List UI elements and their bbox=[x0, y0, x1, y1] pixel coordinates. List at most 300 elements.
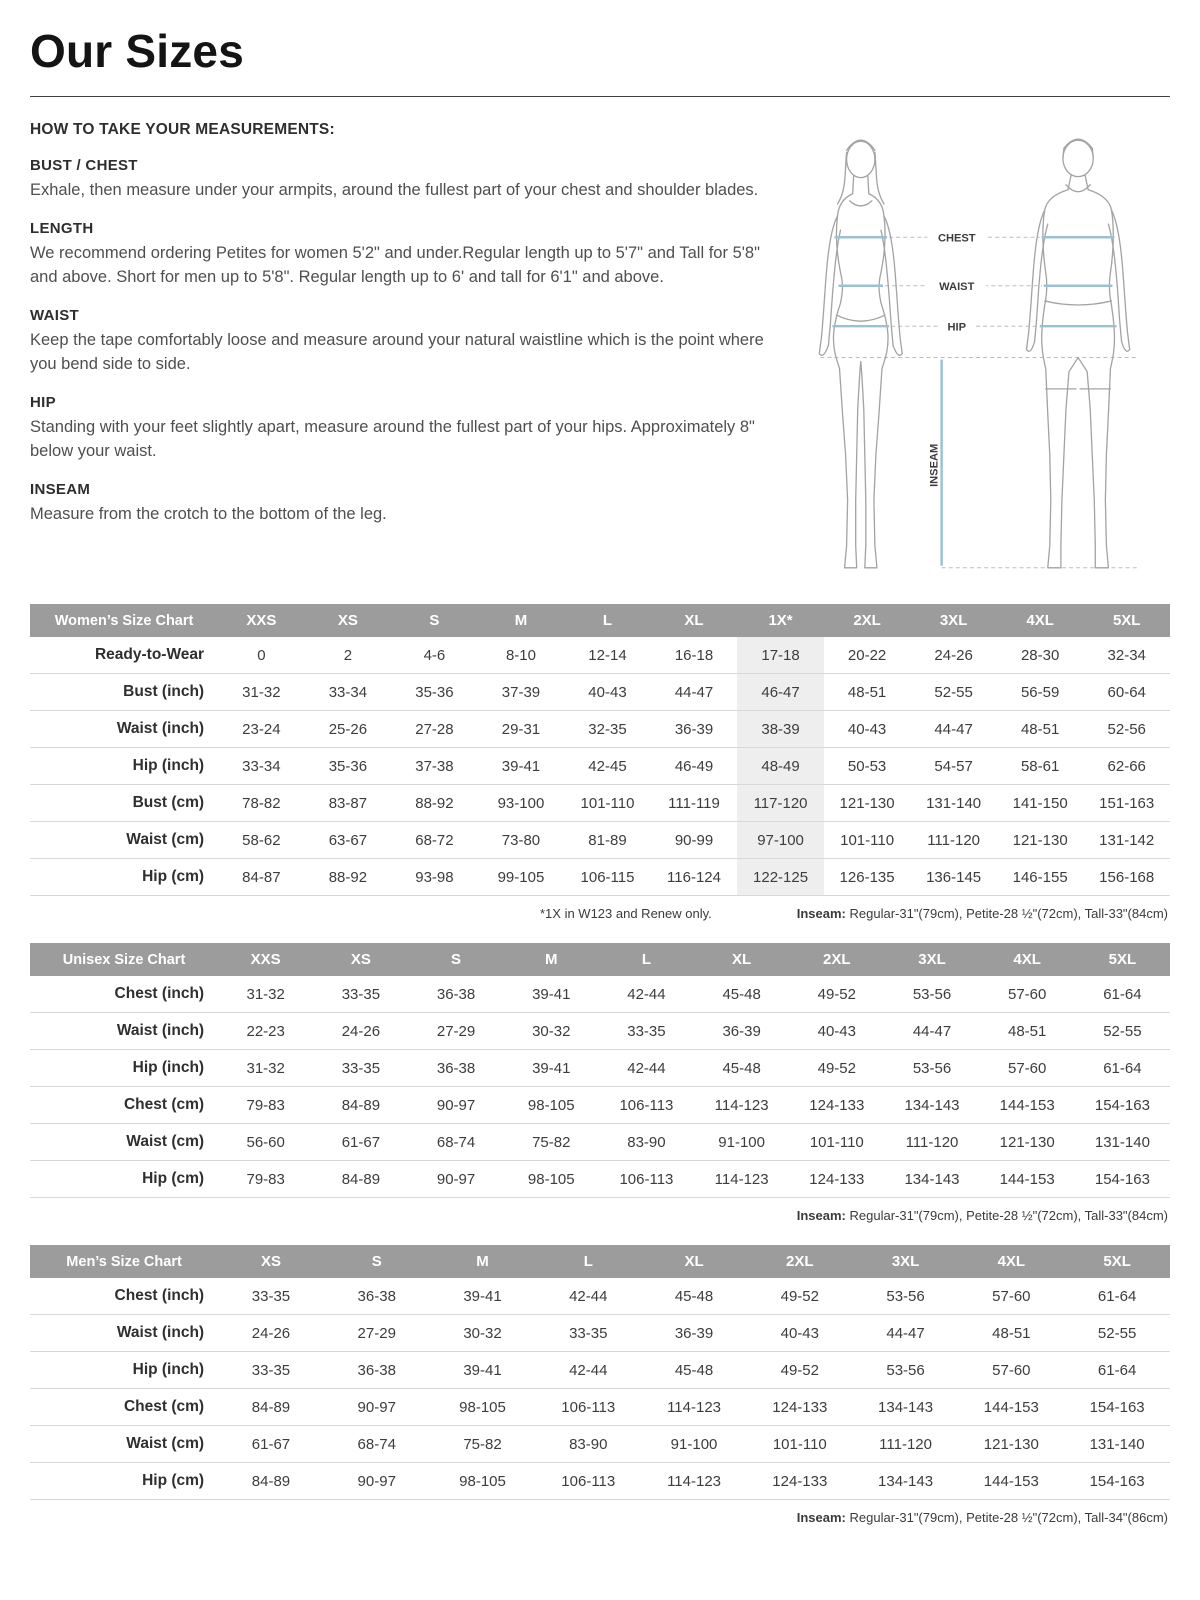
size-cell: 40-43 bbox=[780, 1324, 819, 1342]
size-cell: 27-29 bbox=[357, 1324, 396, 1342]
column-header: 5XL bbox=[1075, 943, 1170, 976]
table-row bbox=[30, 637, 1170, 674]
size-cell: 42-45 bbox=[588, 757, 627, 775]
size-cell: 84-89 bbox=[251, 1472, 291, 1490]
size-cell: 37-38 bbox=[415, 757, 454, 775]
instruction-sections bbox=[30, 157, 770, 526]
table-row bbox=[30, 1161, 1170, 1198]
size-cell: 39-41 bbox=[463, 1361, 502, 1379]
size-cell: 23-24 bbox=[242, 720, 281, 738]
size-cell: 121-130 bbox=[839, 794, 895, 812]
row-label: Waist (cm) bbox=[126, 1133, 205, 1150]
measurement-instructions bbox=[30, 121, 770, 586]
size-cell: 121-130 bbox=[1012, 831, 1068, 849]
size-cell: 90-99 bbox=[674, 831, 714, 849]
column-header: M bbox=[430, 1245, 536, 1278]
table-row bbox=[30, 1124, 1170, 1161]
section-body: Keep the tape comfortably loose and measure around your natural waistline which is the point where you bend side to side. bbox=[30, 331, 764, 373]
size-cell: 24-26 bbox=[934, 646, 973, 664]
size-cell: 57-60 bbox=[992, 1361, 1031, 1379]
size-cell: 22-23 bbox=[246, 1022, 285, 1040]
instruction-section bbox=[30, 307, 770, 376]
size-cell: 33-35 bbox=[627, 1022, 666, 1040]
instructions-heading: HOW TO TAKE YOUR MEASUREMENTS: bbox=[30, 121, 335, 138]
size-cell: 33-35 bbox=[251, 1361, 291, 1379]
size-cell: 114-123 bbox=[667, 1398, 721, 1416]
row-label: Chest (inch) bbox=[114, 1287, 205, 1304]
measurement-figures-illustration bbox=[787, 121, 1167, 586]
size-cell: 136-145 bbox=[926, 868, 982, 886]
column-header: 2XL bbox=[789, 943, 884, 976]
size-cell: 83-90 bbox=[627, 1133, 666, 1151]
column-header: 4XL bbox=[958, 1245, 1064, 1278]
size-cell: 52-56 bbox=[1107, 720, 1146, 738]
size-cell: 36-39 bbox=[674, 720, 714, 738]
column-header: XS bbox=[305, 604, 392, 637]
size-cell: 106-113 bbox=[561, 1472, 616, 1490]
footnote-inseam bbox=[797, 1208, 1168, 1223]
table-row bbox=[30, 1389, 1170, 1426]
size-cell: 48-51 bbox=[992, 1324, 1031, 1342]
woman-figure bbox=[819, 140, 902, 568]
size-cell: 154-163 bbox=[1089, 1398, 1145, 1416]
header-row bbox=[30, 943, 1170, 976]
size-cell: 101-110 bbox=[772, 1435, 827, 1453]
size-cell: 79-83 bbox=[246, 1170, 285, 1188]
footnote-inseam-label: Inseam: bbox=[796, 906, 846, 921]
size-cell: 151-163 bbox=[1099, 794, 1155, 812]
table-row bbox=[30, 1278, 1170, 1315]
table-row bbox=[30, 859, 1170, 896]
size-cell: 39-41 bbox=[463, 1287, 502, 1305]
size-cell: 54-57 bbox=[934, 757, 973, 775]
table-row bbox=[30, 785, 1170, 822]
size-cell: 33-35 bbox=[341, 1059, 381, 1077]
size-cell: 25-26 bbox=[328, 720, 368, 738]
size-cell: 29-31 bbox=[501, 720, 541, 738]
size-cell: 56-60 bbox=[246, 1133, 285, 1151]
size-cell: 28-30 bbox=[1020, 646, 1060, 664]
size-cell: 56-59 bbox=[1020, 683, 1060, 701]
size-cell: 122-125 bbox=[737, 859, 824, 896]
table-footnotes bbox=[30, 1510, 1168, 1525]
column-header: 3XL bbox=[853, 1245, 959, 1278]
size-cell: 98-105 bbox=[459, 1398, 506, 1416]
row-label: Hip (cm) bbox=[142, 868, 205, 885]
size-cell: 44-47 bbox=[886, 1324, 925, 1342]
size-chart-block-men bbox=[30, 1245, 1170, 1525]
size-cell: 61-67 bbox=[341, 1133, 381, 1151]
size-cell: 12-14 bbox=[588, 646, 627, 664]
size-cell: 53-56 bbox=[886, 1287, 925, 1305]
size-cell: 131-140 bbox=[1094, 1133, 1150, 1151]
size-cell: 63-67 bbox=[328, 831, 368, 849]
section-title: BUST / CHEST bbox=[30, 157, 138, 174]
row-label: Waist (cm) bbox=[126, 1435, 205, 1452]
size-cell: 35-36 bbox=[415, 683, 454, 701]
size-cell: 36-38 bbox=[436, 1059, 476, 1077]
size-chart-block-women bbox=[30, 604, 1170, 921]
size-cell: 45-48 bbox=[674, 1361, 714, 1379]
size-cell: 131-140 bbox=[926, 794, 982, 812]
size-cell: 99-105 bbox=[497, 868, 545, 886]
size-cell: 44-47 bbox=[674, 683, 714, 701]
size-cell: 30-32 bbox=[463, 1324, 502, 1342]
size-cell: 144-153 bbox=[983, 1398, 1039, 1416]
size-cell: 154-163 bbox=[1089, 1472, 1145, 1490]
size-table-men bbox=[30, 1245, 1170, 1500]
size-cell: 61-64 bbox=[1097, 1287, 1137, 1305]
instruction-section bbox=[30, 481, 770, 526]
column-header: 3XL bbox=[884, 943, 979, 976]
size-cell: 61-64 bbox=[1103, 985, 1142, 1003]
size-cell: 36-39 bbox=[674, 1324, 714, 1342]
size-cell: 53-56 bbox=[886, 1361, 925, 1379]
column-header: 4XL bbox=[997, 604, 1084, 637]
size-cell: 83-87 bbox=[328, 794, 368, 812]
size-cell: 134-143 bbox=[904, 1170, 960, 1188]
size-table-unisex bbox=[30, 943, 1170, 1198]
size-chart-block-unisex bbox=[30, 943, 1170, 1223]
column-header: 5XL bbox=[1083, 604, 1170, 637]
size-cell: 45-48 bbox=[674, 1287, 714, 1305]
size-cell: 42-44 bbox=[569, 1287, 608, 1305]
size-cell: 156-168 bbox=[1099, 868, 1155, 886]
size-cell: 61-67 bbox=[251, 1435, 291, 1453]
column-header: 2XL bbox=[747, 1245, 853, 1278]
size-cell: 124-133 bbox=[809, 1170, 865, 1188]
size-cell: 16-18 bbox=[674, 646, 714, 664]
footnote-asterisk: *1X in W123 and Renew only. bbox=[540, 906, 712, 921]
table-row bbox=[30, 711, 1170, 748]
size-cell: 68-72 bbox=[415, 831, 454, 849]
size-cell: 24-26 bbox=[341, 1022, 381, 1040]
table-title: Unisex Size Chart bbox=[30, 943, 218, 976]
row-label: Hip (inch) bbox=[132, 1059, 205, 1076]
row-label: Bust (inch) bbox=[123, 683, 205, 700]
row-label: Hip (inch) bbox=[132, 1361, 205, 1378]
size-cell: 60-64 bbox=[1107, 683, 1146, 701]
size-cell: 88-92 bbox=[328, 868, 368, 886]
size-cell: 93-100 bbox=[497, 794, 545, 812]
size-cell: 40-43 bbox=[817, 1022, 856, 1040]
size-cell: 111-119 bbox=[668, 794, 720, 812]
table-row bbox=[30, 1050, 1170, 1087]
row-label: Chest (cm) bbox=[123, 1096, 205, 1113]
size-cell: 68-74 bbox=[357, 1435, 396, 1453]
table-title: Men’s Size Chart bbox=[30, 1245, 218, 1278]
size-cell: 93-98 bbox=[415, 868, 454, 886]
size-cell: 57-60 bbox=[1008, 1059, 1047, 1077]
size-cell: 38-39 bbox=[737, 711, 824, 748]
size-cell: 98-105 bbox=[527, 1096, 575, 1114]
size-cell: 40-43 bbox=[847, 720, 887, 738]
column-header: XXS bbox=[218, 604, 305, 637]
size-cell: 84-89 bbox=[341, 1096, 381, 1114]
row-label: Bust (cm) bbox=[132, 794, 205, 811]
section-title: LENGTH bbox=[30, 220, 94, 238]
waist-label: WAIST bbox=[939, 280, 975, 293]
column-header: S bbox=[391, 604, 478, 637]
size-cell: 73-80 bbox=[501, 831, 541, 849]
size-cell: 111-120 bbox=[927, 831, 981, 849]
size-cell: 144-153 bbox=[999, 1096, 1055, 1114]
size-cell: 97-100 bbox=[737, 822, 824, 859]
size-cell: 57-60 bbox=[992, 1287, 1031, 1305]
table-row bbox=[30, 976, 1170, 1013]
header-row bbox=[30, 1245, 1170, 1278]
column-header: 5XL bbox=[1064, 1245, 1170, 1278]
size-cell: 39-41 bbox=[532, 985, 571, 1003]
size-cell: 58-62 bbox=[242, 831, 281, 849]
row-label: Chest (cm) bbox=[123, 1398, 205, 1415]
size-cell: 101-110 bbox=[809, 1133, 864, 1151]
size-cell: 88-92 bbox=[415, 794, 454, 812]
column-header: L bbox=[599, 943, 694, 976]
row-label: Hip (cm) bbox=[142, 1472, 205, 1489]
section-body: We recommend ordering Petites for women 5'2" and under.Regular length up to 5'7" and Tall for 5'8" and above. Short for men up to 5'8". Regular length up to 6' and tall for 6'1" and above. bbox=[30, 244, 760, 286]
size-cell: 33-35 bbox=[251, 1287, 291, 1305]
size-cell: 126-135 bbox=[839, 868, 895, 886]
size-cell: 36-39 bbox=[722, 1022, 761, 1040]
size-cell: 42-44 bbox=[569, 1361, 608, 1379]
size-cell: 24-26 bbox=[251, 1324, 291, 1342]
footnote-inseam-label: Inseam: bbox=[796, 1208, 846, 1223]
footnote-inseam bbox=[797, 906, 1168, 921]
row-label: Chest (inch) bbox=[114, 985, 205, 1002]
size-cell: 117-120 bbox=[737, 785, 824, 822]
column-header: M bbox=[504, 943, 599, 976]
instruction-section bbox=[30, 157, 770, 202]
size-cell: 114-123 bbox=[667, 1472, 721, 1490]
column-header: 2XL bbox=[824, 604, 911, 637]
row-label: Ready-to-Wear bbox=[94, 646, 205, 663]
size-cell: 49-52 bbox=[780, 1361, 819, 1379]
column-header: 4XL bbox=[980, 943, 1075, 976]
size-cell: 98-105 bbox=[459, 1472, 506, 1490]
row-label: Waist (inch) bbox=[116, 1022, 205, 1039]
size-cell: 75-82 bbox=[532, 1133, 571, 1151]
column-header: L bbox=[564, 604, 651, 637]
footnote-inseam-label: Inseam: bbox=[796, 1510, 846, 1525]
size-cell: 49-52 bbox=[780, 1287, 819, 1305]
column-header: XXS bbox=[218, 943, 313, 976]
size-cell: 48-51 bbox=[1020, 720, 1060, 738]
size-cell: 31-32 bbox=[242, 683, 281, 701]
row-label: Hip (cm) bbox=[142, 1170, 205, 1187]
size-cell: 37-39 bbox=[501, 683, 541, 701]
size-cell: 50-53 bbox=[847, 757, 887, 775]
size-cell: 57-60 bbox=[1008, 985, 1047, 1003]
size-cell: 33-34 bbox=[328, 683, 368, 701]
size-cell: 53-56 bbox=[912, 1059, 952, 1077]
table-row bbox=[30, 1013, 1170, 1050]
size-cell: 35-36 bbox=[328, 757, 368, 775]
footnote-inseam-text: Regular-31"(79cm), Petite-28 ½"(72cm), Tall-34"(86cm) bbox=[845, 1510, 1168, 1525]
size-cell: 134-143 bbox=[878, 1398, 934, 1416]
size-cell: 31-32 bbox=[246, 985, 285, 1003]
size-cell: 121-130 bbox=[983, 1435, 1039, 1453]
column-header: S bbox=[324, 1245, 430, 1278]
size-cell: 42-44 bbox=[627, 1059, 666, 1077]
page-title: Our Sizes bbox=[30, 25, 244, 77]
size-cell: 20-22 bbox=[847, 646, 887, 664]
size-cell: 134-143 bbox=[878, 1472, 934, 1490]
title-divider bbox=[30, 96, 1170, 97]
row-label: Waist (inch) bbox=[116, 1324, 205, 1341]
table-title: Women’s Size Chart bbox=[30, 604, 218, 637]
size-cell: 4-6 bbox=[423, 646, 446, 664]
size-cell: 49-52 bbox=[817, 985, 856, 1003]
column-header: M bbox=[478, 604, 565, 637]
size-cell: 45-48 bbox=[722, 1059, 761, 1077]
size-cell: 90-97 bbox=[436, 1096, 476, 1114]
size-cell: 61-64 bbox=[1103, 1059, 1142, 1077]
size-cell: 68-74 bbox=[436, 1133, 476, 1151]
footnote-inseam-text: Regular-31"(79cm), Petite-28 ½"(72cm), Tall-33"(84cm) bbox=[845, 906, 1168, 921]
size-cell: 141-150 bbox=[1012, 794, 1068, 812]
size-cell: 90-97 bbox=[357, 1398, 396, 1416]
table-row bbox=[30, 1352, 1170, 1389]
size-cell: 27-29 bbox=[436, 1022, 476, 1040]
row-label: Hip (inch) bbox=[132, 757, 205, 774]
body-measurement-diagram bbox=[784, 121, 1170, 586]
size-cell: 62-66 bbox=[1107, 757, 1146, 775]
size-cell: 0 bbox=[257, 646, 266, 664]
size-cell: 32-35 bbox=[588, 720, 627, 738]
row-label: Waist (inch) bbox=[116, 720, 205, 737]
size-cell: 46-47 bbox=[737, 674, 824, 711]
size-cell: 45-48 bbox=[722, 985, 761, 1003]
header-row bbox=[30, 604, 1170, 637]
section-title: HIP bbox=[30, 394, 56, 412]
table-row bbox=[30, 1463, 1170, 1500]
section-title: WAIST bbox=[30, 307, 79, 325]
size-cell: 114-123 bbox=[714, 1096, 769, 1114]
chest-label: CHEST bbox=[937, 232, 976, 245]
size-cell: 58-61 bbox=[1020, 757, 1060, 775]
size-cell: 8-10 bbox=[505, 646, 536, 664]
size-cell: 90-97 bbox=[436, 1170, 476, 1188]
size-cell: 98-105 bbox=[527, 1170, 575, 1188]
size-cell: 124-133 bbox=[809, 1096, 865, 1114]
size-cell: 111-120 bbox=[905, 1133, 959, 1151]
table-footnotes bbox=[30, 1208, 1168, 1223]
size-cell: 49-52 bbox=[817, 1059, 856, 1077]
table-row bbox=[30, 748, 1170, 785]
size-cell: 146-155 bbox=[1012, 868, 1068, 886]
size-cell: 36-38 bbox=[357, 1361, 396, 1379]
size-cell: 106-113 bbox=[561, 1398, 616, 1416]
size-cell: 52-55 bbox=[1103, 1022, 1142, 1040]
size-cell: 111-120 bbox=[879, 1435, 932, 1453]
instruction-section bbox=[30, 220, 770, 289]
size-cell: 124-133 bbox=[772, 1472, 828, 1490]
size-cell: 131-140 bbox=[1089, 1435, 1145, 1453]
size-cell: 90-97 bbox=[357, 1472, 396, 1490]
table-row bbox=[30, 822, 1170, 859]
footnote-inseam bbox=[797, 1510, 1168, 1525]
size-cell: 101-110 bbox=[580, 794, 635, 812]
section-title: INSEAM bbox=[30, 480, 91, 498]
table-footnotes bbox=[30, 906, 1168, 921]
size-cell: 84-87 bbox=[242, 868, 281, 886]
size-cell: 53-56 bbox=[912, 985, 952, 1003]
inseam-label: INSEAM bbox=[928, 443, 941, 487]
size-cell: 106-113 bbox=[619, 1096, 674, 1114]
size-cell: 106-115 bbox=[580, 868, 635, 886]
size-table-women bbox=[30, 604, 1170, 896]
top-section bbox=[30, 121, 1170, 586]
size-cell: 83-90 bbox=[569, 1435, 608, 1453]
size-cell: 78-82 bbox=[242, 794, 281, 812]
column-header: 3XL bbox=[910, 604, 997, 637]
size-cell: 106-113 bbox=[619, 1170, 674, 1188]
size-cell: 52-55 bbox=[1097, 1324, 1137, 1342]
size-cell: 131-142 bbox=[1099, 831, 1155, 849]
size-cell: 84-89 bbox=[251, 1398, 291, 1416]
column-header: L bbox=[535, 1245, 641, 1278]
section-body: Exhale, then measure under your armpits, around the fullest part of your chest and shoulder blades. bbox=[30, 181, 759, 199]
size-cell: 39-41 bbox=[532, 1059, 571, 1077]
size-cell: 114-123 bbox=[714, 1170, 769, 1188]
size-cell: 84-89 bbox=[341, 1170, 381, 1188]
column-header: S bbox=[408, 943, 503, 976]
size-cell: 44-47 bbox=[934, 720, 973, 738]
tables-container bbox=[30, 604, 1170, 1525]
size-cell: 81-89 bbox=[588, 831, 627, 849]
size-cell: 40-43 bbox=[588, 683, 627, 701]
size-cell: 144-153 bbox=[999, 1170, 1055, 1188]
size-cell: 48-51 bbox=[1008, 1022, 1047, 1040]
man-figure bbox=[1027, 139, 1130, 568]
size-cell: 144-153 bbox=[983, 1472, 1039, 1490]
size-cell: 101-110 bbox=[840, 831, 895, 849]
size-cell: 33-35 bbox=[341, 985, 381, 1003]
size-cell: 2 bbox=[343, 646, 353, 664]
size-cell: 46-49 bbox=[674, 757, 714, 775]
size-cell: 36-38 bbox=[357, 1287, 396, 1305]
size-cell: 44-47 bbox=[912, 1022, 952, 1040]
column-header: XL bbox=[651, 604, 738, 637]
size-cell: 154-163 bbox=[1094, 1170, 1150, 1188]
instruction-section bbox=[30, 394, 770, 463]
size-cell: 75-82 bbox=[463, 1435, 502, 1453]
size-cell: 48-49 bbox=[737, 748, 824, 785]
column-header: 1X* bbox=[737, 604, 824, 637]
size-cell: 32-34 bbox=[1107, 646, 1146, 664]
column-header: XS bbox=[313, 943, 408, 976]
size-cell: 33-34 bbox=[242, 757, 281, 775]
size-cell: 134-143 bbox=[904, 1096, 960, 1114]
section-body: Standing with your feet slightly apart, measure around the fullest part of your hips. Approximately 8" below your waist. bbox=[30, 418, 755, 460]
size-cell: 79-83 bbox=[246, 1096, 285, 1114]
size-cell: 31-32 bbox=[246, 1059, 285, 1077]
size-cell: 39-41 bbox=[501, 757, 541, 775]
table-row bbox=[30, 1426, 1170, 1463]
size-cell: 52-55 bbox=[934, 683, 973, 701]
size-cell: 27-28 bbox=[415, 720, 454, 738]
size-cell: 121-130 bbox=[999, 1133, 1055, 1151]
column-header: XS bbox=[218, 1245, 324, 1278]
section-body: Measure from the crotch to the bottom of the leg. bbox=[30, 504, 387, 523]
table-row bbox=[30, 674, 1170, 711]
size-cell: 61-64 bbox=[1097, 1361, 1137, 1379]
size-cell: 116-124 bbox=[667, 868, 721, 886]
size-cell: 33-35 bbox=[569, 1324, 608, 1342]
column-header: XL bbox=[641, 1245, 747, 1278]
size-cell: 42-44 bbox=[627, 985, 666, 1003]
